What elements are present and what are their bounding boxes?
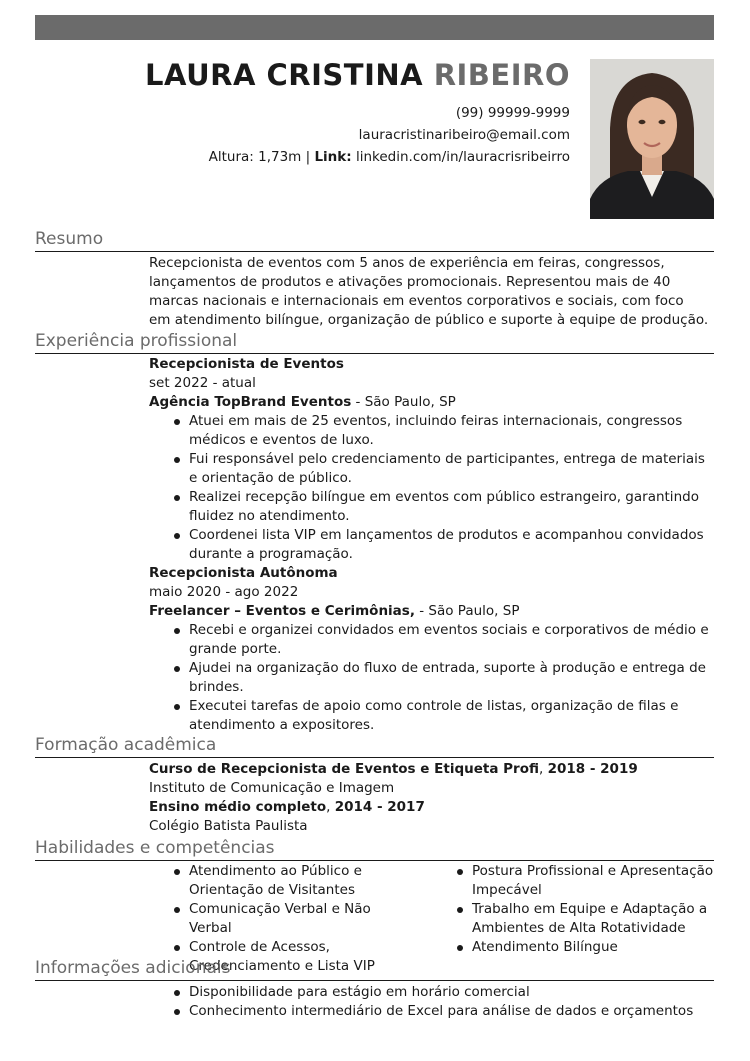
education-sep: , <box>326 799 335 815</box>
additional-list-wrap <box>149 983 714 1021</box>
skill-item: Atendimento Bilíngue <box>472 938 714 957</box>
list-item: Disponibilidade para estágio em horário comercial <box>189 983 714 1002</box>
list-item: Conhecimento intermediário de Excel para análise de dados e orçamentos <box>189 1002 714 1021</box>
job-bullets <box>149 621 714 735</box>
job-company-line <box>149 393 714 412</box>
height-link-line <box>209 149 570 165</box>
job-location: - São Paulo, SP <box>351 394 456 410</box>
education-years: 2018 - 2019 <box>547 761 638 777</box>
education-title-line <box>149 798 714 817</box>
skill-item: Postura Profissional e Apresentação Impecável <box>472 863 714 898</box>
link-label: Link: <box>314 149 352 165</box>
skill-item: Trabalho em Equipe e Adaptação a Ambientes de Alta Rotatividade <box>472 900 714 938</box>
list-item: Coordenei lista VIP em lançamentos de produtos e acompanhou convidados durante a programação. <box>189 526 714 564</box>
section-title-education: Formação acadêmica <box>35 735 217 755</box>
education-sep: , <box>538 761 548 777</box>
height-label: Altura: 1,73m | <box>208 149 315 165</box>
education-entry <box>149 760 714 798</box>
list-item: Realizei recepção bilíngue em eventos com público estrangeiro, garantindo fluidez no atendimento. <box>189 488 714 526</box>
job-location: - São Paulo, SP <box>414 603 520 619</box>
job-company: Freelancer – Eventos e Cerimônias, <box>149 603 415 619</box>
linkedin-link[interactable]: linkedin.com/in/lauracrisribeirro <box>355 149 570 165</box>
section-divider <box>35 980 714 981</box>
list-item: Ajudei na organização do fluxo de entrada, suporte à produção e entrega de brindes. <box>189 659 714 697</box>
section-divider <box>35 251 714 252</box>
list-item: Executei tarefas de apoio como controle de listas, organização de filas e atendimento a expositores. <box>189 697 714 735</box>
experience-list <box>149 355 714 735</box>
profile-photo <box>590 59 714 219</box>
education-years: 2014 - 2017 <box>334 799 425 815</box>
section-title-experience: Experiência profissional <box>35 331 238 351</box>
job-entry <box>149 564 714 735</box>
list-item: Fui responsável pelo credenciamento de participantes, entrega de materiais e orientação de público. <box>189 450 714 488</box>
phone: (99) 99999-9999 <box>455 105 570 121</box>
job-role: Recepcionista Autônoma <box>149 565 338 581</box>
job-role: Recepcionista de Eventos <box>149 356 344 372</box>
skills-columns <box>149 862 714 976</box>
skill-item: Atendimento ao Público e Orientação de Visitantes <box>189 862 431 900</box>
section-title-additional: Informações adicionais <box>35 958 231 978</box>
section-title-summary: Resumo <box>35 229 104 249</box>
education-course: Curso de Recepcionista de Eventos e Etiqueta Profi <box>149 761 539 777</box>
section-divider <box>35 353 714 354</box>
additional-list <box>149 983 714 1021</box>
candidate-name <box>145 58 570 92</box>
education-title-line <box>149 760 714 779</box>
job-company-line <box>149 602 714 621</box>
header-bar <box>35 15 714 40</box>
education-course: Ensino médio completo <box>149 799 327 815</box>
section-title-skills: Habilidades e competências <box>35 838 275 858</box>
education-institution: Colégio Batista Paulista <box>149 818 308 834</box>
job-entry <box>149 355 714 564</box>
skills-list-right <box>149 862 714 957</box>
list-item: Atuei em mais de 25 eventos, incluindo feiras internacionais, congressos médicos e eventos de luxo. <box>189 412 714 450</box>
education-list <box>149 760 714 836</box>
job-dates: set 2022 - atual <box>149 375 256 391</box>
skill-item: Controle de Acessos, Credenciamento e Lista VIP <box>189 938 431 976</box>
skill-item: Comunicação Verbal e Não Verbal <box>189 900 431 938</box>
summary-text: Recepcionista de eventos com 5 anos de experiência em feiras, congressos, lançamentos de produtos e ativações promocionais. Representou mais de 40 marcas nacionais e internacionais em eventos corporativos e sociais, com foco em atendimento bilíngue, organização de público e suporte à equipe de produção. <box>149 255 709 328</box>
list-item: Recebi e organizei convidados em eventos sociais e corporativos de médio e grande porte. <box>189 621 714 659</box>
first-name: LAURA CRISTINA <box>145 58 424 92</box>
education-entry <box>149 798 714 836</box>
education-institution: Instituto de Comunicação e Imagem <box>149 780 395 796</box>
email: lauracristinaribeiro@email.com <box>358 127 570 143</box>
section-divider <box>35 860 714 861</box>
job-dates: maio 2020 - ago 2022 <box>149 584 299 600</box>
section-divider <box>35 757 714 758</box>
job-bullets <box>149 412 714 564</box>
job-company: Agência TopBrand Eventos <box>149 394 352 410</box>
last-name: RIBEIRO <box>433 58 570 92</box>
